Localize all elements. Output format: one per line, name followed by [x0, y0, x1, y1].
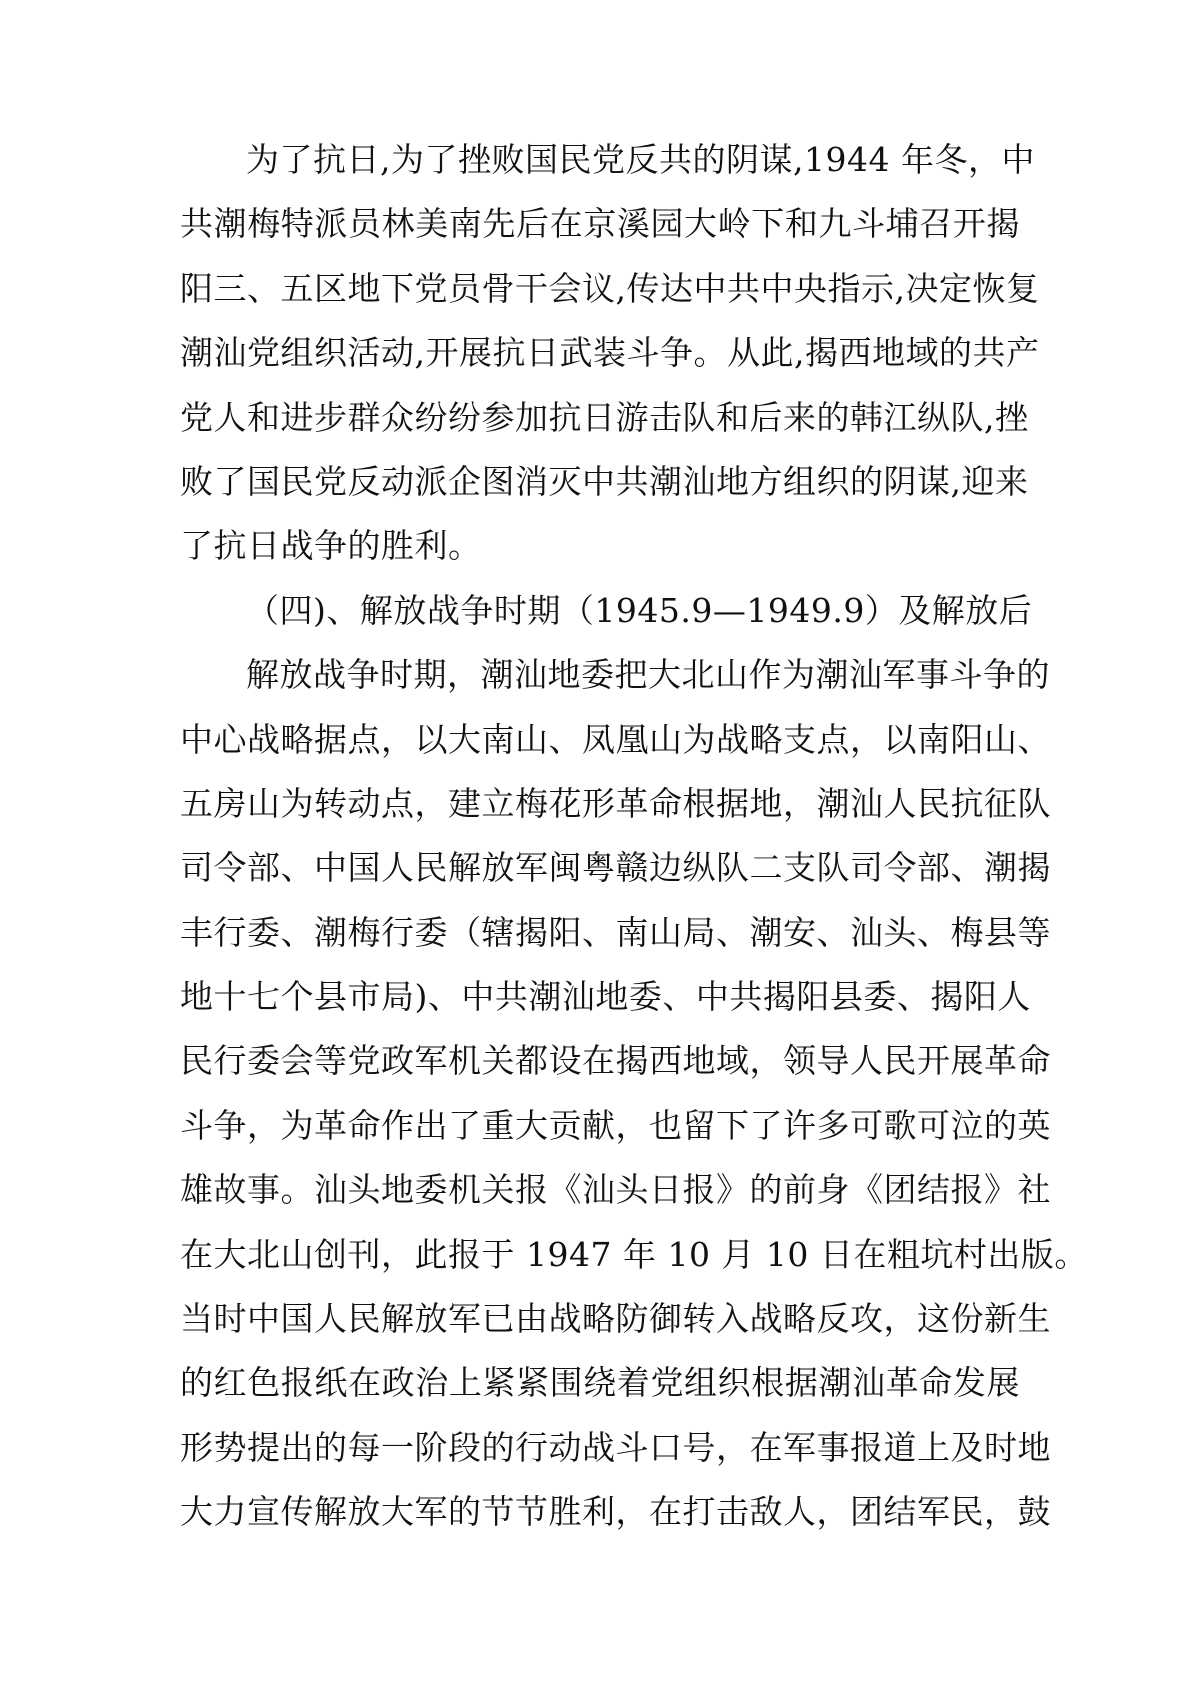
paragraph-line: 大力宣传解放大军的节节胜利，在打击敌人，团结军民，鼓: [180, 1492, 1051, 1532]
paragraph-line: 雄故事。汕头地委机关报《汕头日报》的前身《团结报》社: [180, 1170, 1051, 1210]
paragraph-anti-japanese: [180, 128, 1040, 579]
paragraph-line: 阳三、五区地下党员骨干会议,传达中共中央指示,决定恢复: [180, 268, 1040, 308]
paragraph-line: 丰行委、潮梅行委（辖揭阳、南山局、潮安、汕头、梅县等: [180, 912, 1051, 952]
paragraph-line: 党人和进步群众纷纷参加抗日游击队和后来的韩江纵队,挫: [180, 397, 1029, 437]
paragraph-line: 当时中国人民解放军已由战略防御转入战略反攻，这份新生: [180, 1299, 1051, 1339]
paragraph-line: 在大北山创刊，此报于 1947 年 10 月 10 日在粗坑村出版。: [180, 1234, 1088, 1274]
paragraph-line: 败了国民党反动派企图消灭中共潮汕地方组织的阴谋,迎来: [180, 461, 1029, 501]
document-body: [180, 128, 1088, 1545]
paragraph-line: 民行委会等党政军机关都设在揭西地域，领导人民开展革命: [180, 1041, 1051, 1081]
paragraph-line: 司令部、中国人民解放军闽粤赣边纵队二支队司令部、潮揭: [180, 848, 1051, 888]
paragraph-line: 中心战略据点，以大南山、凤凰山为战略支点，以南阳山、: [180, 719, 1051, 759]
paragraph-line: 了抗日战争的胜利。: [180, 526, 482, 566]
paragraph-line: 解放战争时期，潮汕地委把大北山作为潮汕军事斗争的: [246, 655, 1050, 695]
paragraph-line: 的红色报纸在政治上紧紧围绕着党组织根据潮汕革命发展: [180, 1363, 1020, 1403]
paragraph-line: 共潮梅特派员林美南先后在京溪园大岭下和九斗埔召开揭: [180, 204, 1020, 244]
paragraph-line: 潮汕党组织活动,开展抗日武装斗争。从此,揭西地域的共产: [180, 333, 1040, 373]
paragraph-line: 形势提出的每一阶段的行动战斗口号，在军事报道上及时地: [180, 1427, 1051, 1467]
paragraph-line: 为了抗日,为了挫败国民党反共的阴谋,1944 年冬，中: [246, 140, 1035, 179]
paragraph-line: 地十七个县市局)、中共潮汕地委、中共揭阳县委、揭阳人: [180, 977, 1031, 1017]
section-heading: （四)、解放战争时期（1945.9—1949.9）及解放后: [246, 590, 1033, 630]
paragraph-liberation-war: [180, 643, 1088, 1544]
paragraph-line: 斗争，为革命作出了重大贡献，也留下了许多可歌可泣的英: [180, 1105, 1051, 1145]
paragraph-line: 五房山为转动点，建立梅花形革命根据地，潮汕人民抗征队: [180, 783, 1051, 823]
